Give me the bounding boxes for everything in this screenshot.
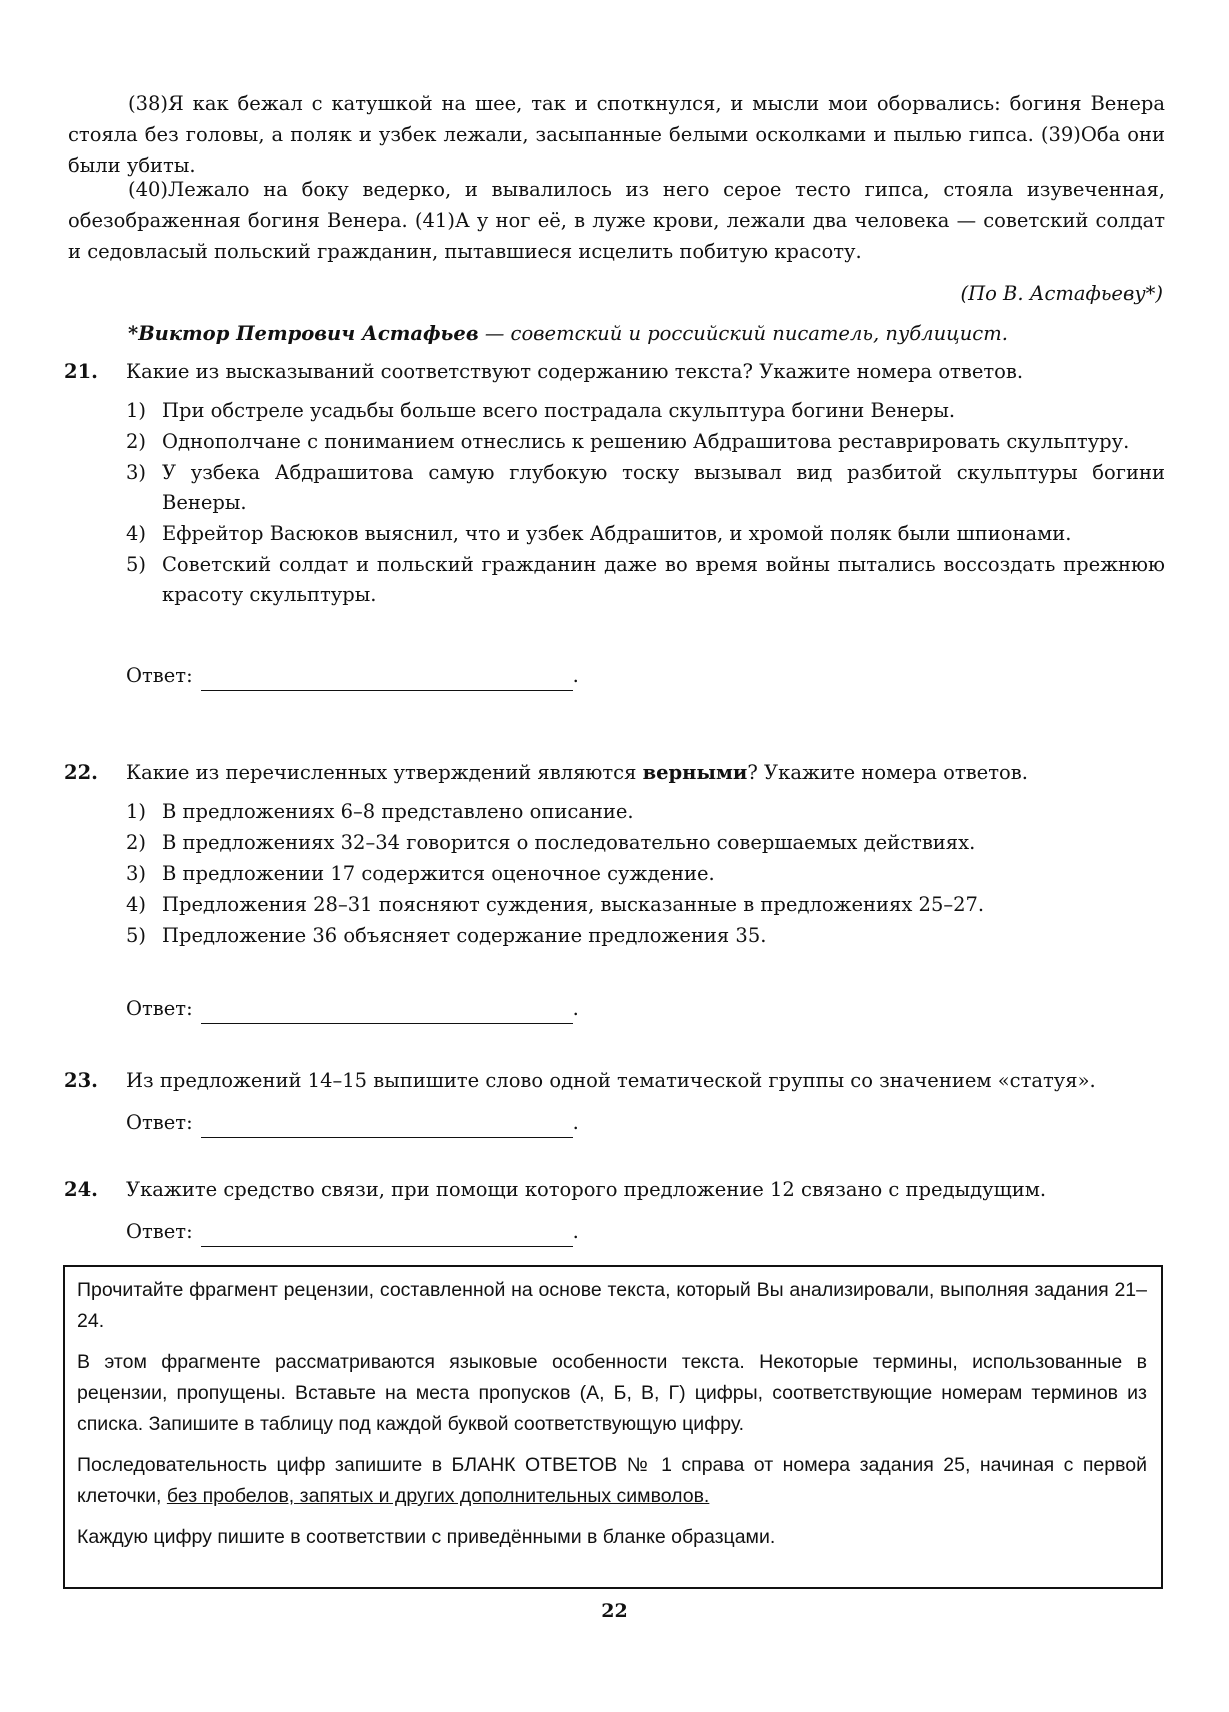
answer-label: Ответ:: [126, 997, 193, 1020]
answer-label: Ответ:: [126, 1111, 193, 1134]
task-question: Какие из высказываний соответствуют содержанию текста? Укажите номера ответов.: [126, 360, 1024, 383]
option-text: Предложения 28–31 поясняют суждения, высказанные в предложениях 25–27.: [162, 893, 985, 916]
footnote-description: — советский и российский писатель, публицист.: [478, 322, 1008, 345]
answer-field: Ответ: .: [126, 1216, 579, 1247]
question-text: Какие из перечисленных утверждений являются: [126, 761, 643, 784]
passage-source: (По В. Астафьеву*): [960, 282, 1163, 305]
answer-field: Ответ: .: [126, 660, 579, 691]
option-number: 1): [126, 399, 147, 422]
option-text: Предложение 36 объясняет содержание предложения 35.: [162, 924, 767, 947]
task-number: 24.: [64, 1178, 98, 1201]
option-number: 4): [126, 522, 147, 545]
option-number: 5): [126, 553, 147, 576]
options-list: [126, 797, 1165, 952]
options-list: [126, 396, 1165, 611]
option-1: [126, 797, 1165, 827]
option-number: 3): [126, 461, 147, 484]
option-2: [126, 828, 1165, 858]
instruction-paragraph-4: Каждую цифру пишите в соответствии с приведёнными в бланке образцами.: [77, 1526, 776, 1548]
task-question: Укажите средство связи, при помощи которого предложение 12 связано с предыдущим.: [126, 1178, 1047, 1201]
option-number: 2): [126, 430, 147, 453]
task-22: [64, 757, 1165, 1027]
task-21: [64, 356, 1165, 686]
page-number: 22: [601, 1600, 628, 1622]
answer-line[interactable]: [201, 668, 573, 691]
footnote-author-name: *Виктор Петрович Астафьев: [128, 322, 479, 345]
option-number: 2): [126, 831, 147, 854]
option-2: [126, 427, 1165, 457]
task-number: 23.: [64, 1069, 98, 1092]
option-3: [126, 859, 1165, 889]
task-question: Из предложений 14–15 выпишите слово одной тематической группы со значением «статуя».: [126, 1069, 1096, 1092]
option-4: [126, 890, 1165, 920]
option-text: Однополчане с пониманием отнеслись к решению Абдрашитова реставрировать скульптуру.: [162, 430, 1130, 453]
task-24: [64, 1174, 1165, 1254]
option-5: [126, 550, 1165, 610]
author-footnote: [128, 322, 1008, 345]
instruction-text: Последовательность цифр запишите в БЛАНК ОТВЕТОВ № 1 справа от номера задания 25, начиная с первой клеточки,: [77, 1454, 1147, 1507]
instruction-paragraph-1: Прочитайте фрагмент рецензии, составленной на основе текста, который Вы анализировали, выполняя задания 21–24.: [77, 1279, 1147, 1332]
option-5: [126, 921, 1165, 951]
answer-field: Ответ: .: [126, 993, 579, 1024]
instruction-paragraph-3: [77, 1450, 1147, 1512]
option-number: 1): [126, 800, 147, 823]
instruction-box: [63, 1265, 1163, 1589]
option-number: 3): [126, 862, 147, 885]
task-number: 21.: [64, 360, 98, 383]
option-text: Ефрейтор Васюков выяснил, что и узбек Абдрашитов, и хромой поляк были шпионами.: [162, 522, 1072, 545]
answer-field: Ответ: .: [126, 1107, 579, 1138]
option-number: 4): [126, 893, 147, 916]
option-1: [126, 396, 1165, 426]
question-text: ? Укажите номера ответов.: [747, 761, 1028, 784]
task-question: [126, 757, 1165, 788]
option-number: 5): [126, 924, 147, 947]
option-text: У узбека Абдрашитова самую глубокую тоску вызывал вид разбитой скульптуры богини Венеры.: [162, 461, 1165, 514]
instruction-underlined: без пробелов, запятых и других дополнительных символов.: [166, 1485, 710, 1507]
task-number: 22.: [64, 761, 98, 784]
passage-paragraph-1: (38)Я как бежал с катушкой на шее, так и споткнулся, и мысли мои оборвались: богиня Венера стояла без головы, а поляк и узбек лежали, засыпанные белыми осколками и пылью гипса. (39)Оба они были убиты.: [68, 92, 1165, 177]
instruction-paragraph-2: В этом фрагменте рассматриваются языковые особенности текста. Некоторые термины, использованные в рецензии, пропущены. Вставьте на места пропусков (А, Б, В, Г) цифры, соответствующие номерам терминов из списка. Запишите в таблицу под каждой буквой соответствующую цифру.: [77, 1351, 1147, 1435]
option-text: В предложениях 32–34 говорится о последовательно совершаемых действиях.: [162, 831, 976, 854]
answer-line[interactable]: [201, 1001, 573, 1024]
option-text: При обстреле усадьбы больше всего пострадала скульптура богини Венеры.: [162, 399, 956, 422]
option-4: [126, 519, 1165, 549]
answer-label: Ответ:: [126, 664, 193, 687]
answer-line[interactable]: [201, 1224, 573, 1247]
option-text: В предложениях 6–8 представлено описание.: [162, 800, 634, 823]
option-3: [126, 458, 1165, 518]
question-emphasis: верными: [642, 761, 748, 784]
option-text: В предложении 17 содержится оценочное суждение.: [162, 862, 715, 885]
answer-line[interactable]: [201, 1115, 573, 1138]
passage-paragraph-2: (40)Лежало на боку ведерко, и вывалилось из него серое тесто гипса, стояла изувеченная, обезображенная богиня Венера. (41)А у ног её, в луже крови, лежали два человека — советский солдат и седовласый польский гражданин, пытавшиеся исцелить побитую красоту.: [68, 178, 1165, 263]
answer-label: Ответ:: [126, 1220, 193, 1243]
task-23: [64, 1065, 1165, 1145]
option-text: Советский солдат и польский гражданин даже во время войны пытались воссоздать прежнюю красоту скульптуры.: [162, 553, 1165, 606]
